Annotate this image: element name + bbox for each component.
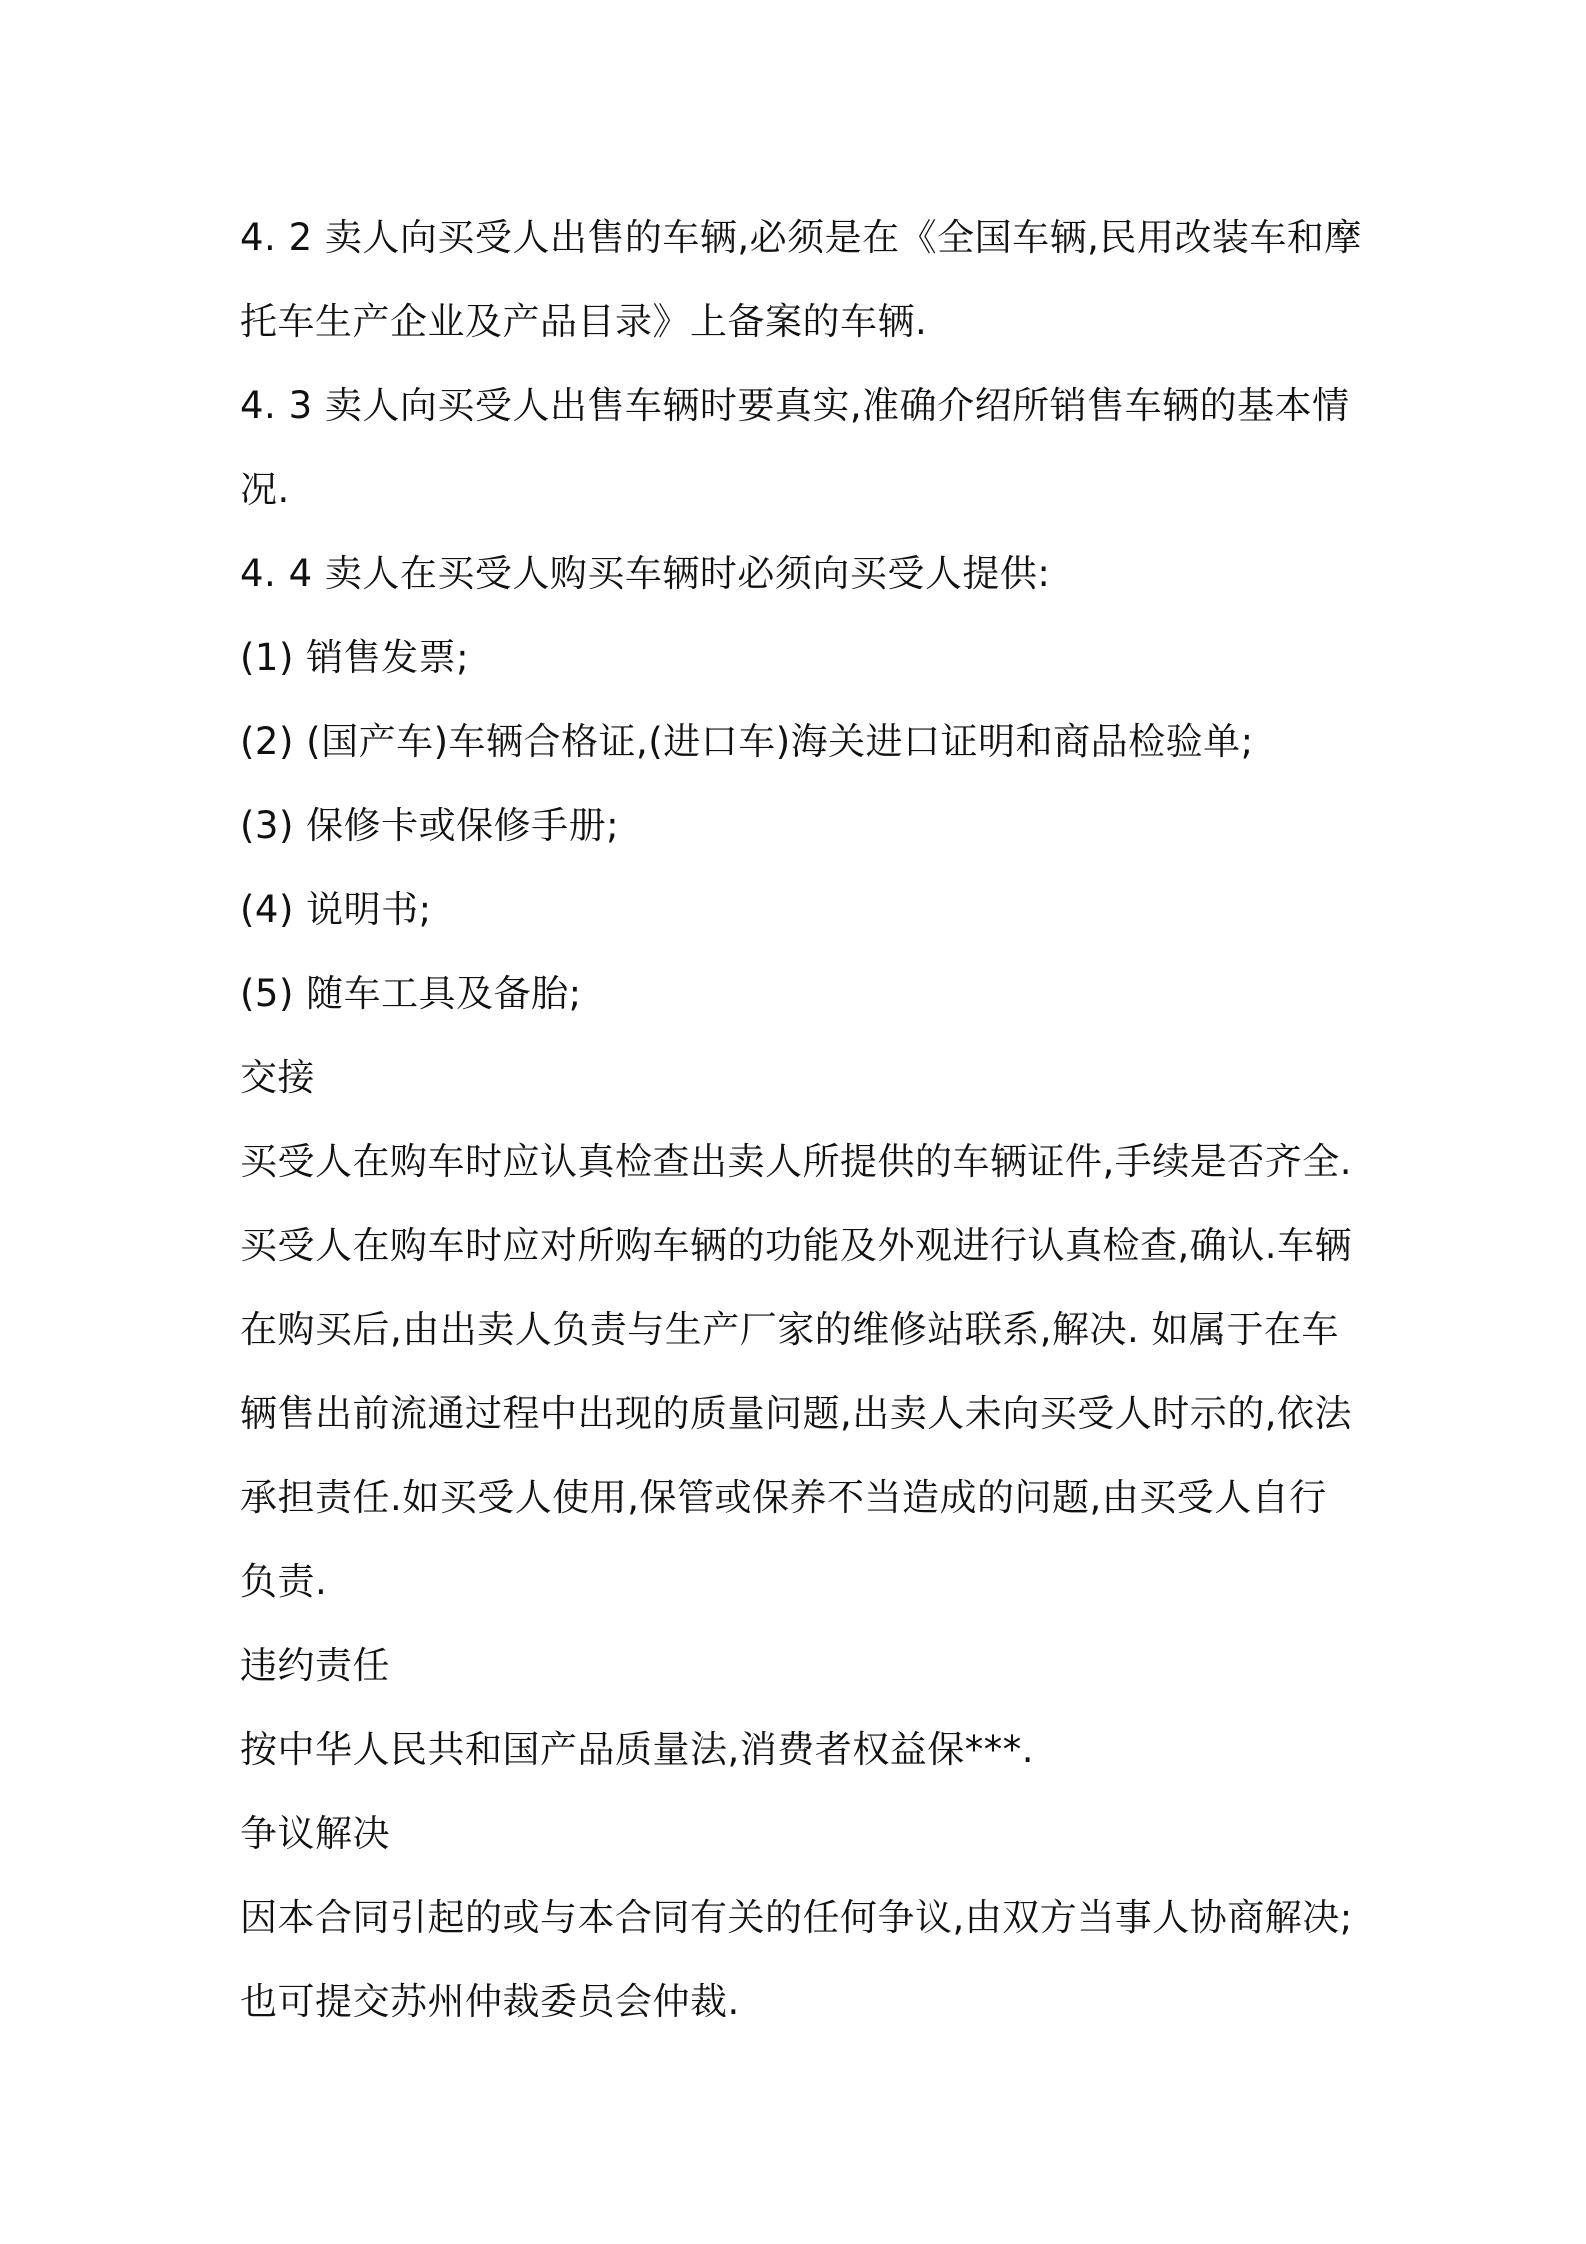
- list-item-5: (5) 随车工具及备胎;: [240, 972, 582, 1015]
- clause-4-3-line-1: 4. 3 卖人向买受人出售车辆时要真实,准确介绍所销售车辆的基本情: [240, 384, 1350, 427]
- clause-4-4-heading: 4. 4 卖人在买受人购买车辆时必须向买受人提供:: [240, 552, 1051, 595]
- liability-paragraph: 按中华人民共和国产品质量法,消费者权益保***.: [240, 1728, 1035, 1771]
- list-item-4: (4) 说明书;: [240, 888, 432, 931]
- handover-paragraph-line-4: 辆售出前流通过程中出现的质量问题,出卖人未向买受人时示的,依法: [240, 1392, 1353, 1435]
- dispute-paragraph-line-2: 也可提交苏州仲裁委员会仲裁.: [240, 1980, 740, 2023]
- section-heading-dispute: 争议解决: [240, 1812, 390, 1855]
- list-item-3: (3) 保修卡或保修手册;: [240, 804, 620, 847]
- section-heading-liability: 违约责任: [240, 1644, 390, 1687]
- clause-4-3-line-2: 况.: [240, 468, 290, 511]
- handover-paragraph-line-6: 负责.: [240, 1560, 328, 1603]
- handover-paragraph-line-1: 买受人在购车时应认真检查出卖人所提供的车辆证件,手续是否齐全.: [240, 1140, 1353, 1183]
- section-heading-handover: 交接: [240, 1056, 315, 1099]
- document-page: [240, 196, 1360, 2044]
- dispute-paragraph-line-1: 因本合同引起的或与本合同有关的任何争议,由双方当事人协商解决;: [240, 1896, 1353, 1939]
- list-item-2: (2) (国产车)车辆合格证,(进口车)海关进口证明和商品检验单;: [240, 720, 1254, 763]
- handover-paragraph-line-2: 买受人在购车时应对所购车辆的功能及外观进行认真检查,确认.车辆: [240, 1224, 1353, 1267]
- handover-paragraph-line-3: 在购买后,由出卖人负责与生产厂家的维修站联系,解决. 如属于在车: [240, 1308, 1340, 1351]
- clause-4-2-line-2: 托车生产企业及产品目录》上备案的车辆.: [240, 300, 928, 343]
- clause-4-2-line-1: 4. 2 卖人向买受人出售的车辆,必须是在《全国车辆,民用改装车和摩: [240, 216, 1362, 259]
- handover-paragraph-line-5: 承担责任.如买受人使用,保管或保养不当造成的问题,由买受人自行: [240, 1476, 1327, 1519]
- list-item-1: (1) 销售发票;: [240, 636, 470, 679]
